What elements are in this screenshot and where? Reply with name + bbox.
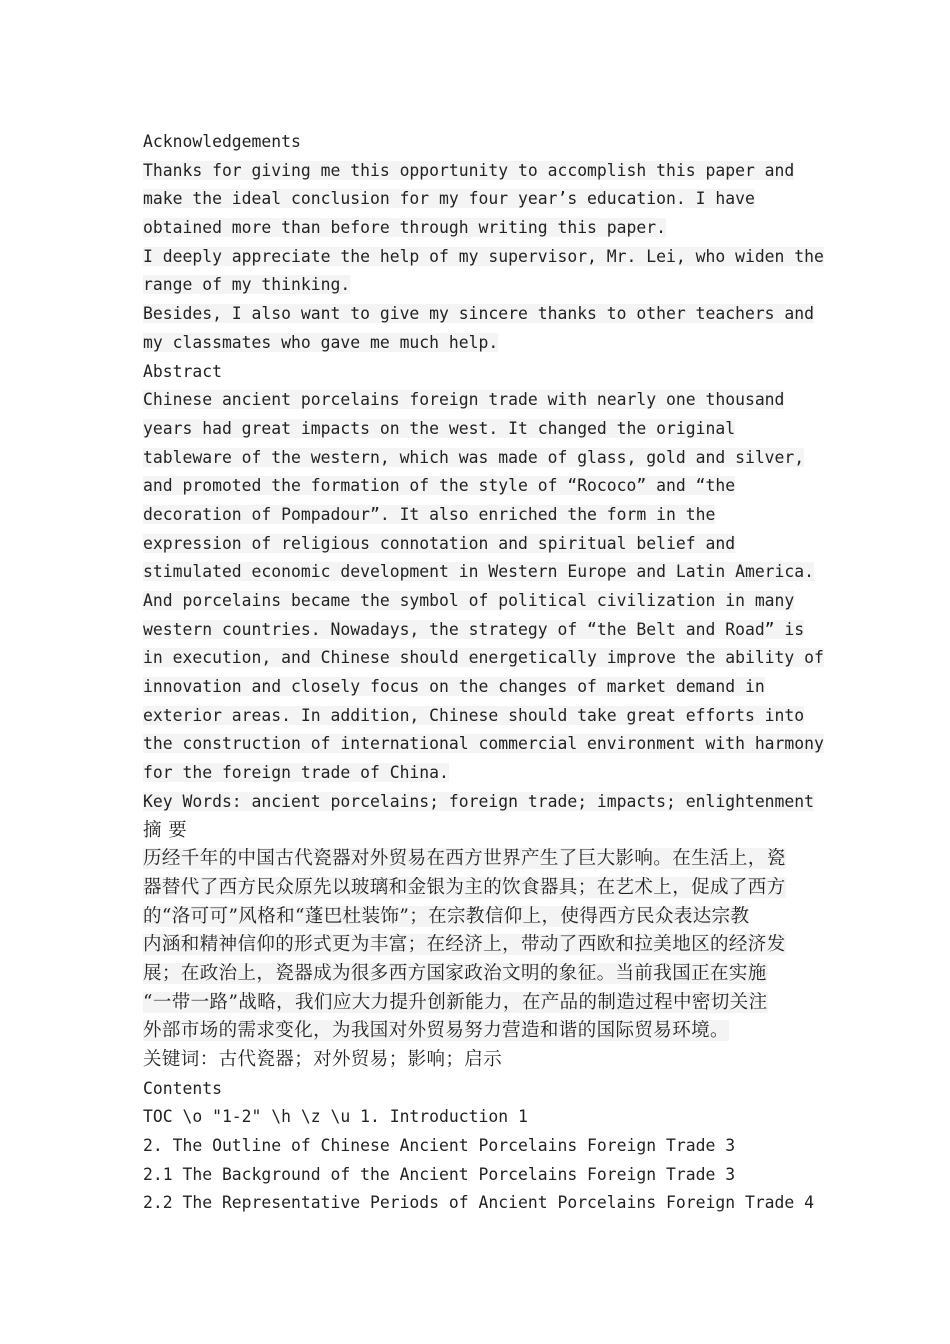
abstract-keywords: Key Words: ancient porcelains; foreign trade; impacts; enlightenment — [143, 791, 815, 811]
abstract-line: tableware of the western, which was made of glass, gold and silver, — [143, 447, 805, 467]
ack-line: I deeply appreciate the help of my supervisor, Mr. Lei, who widen the — [143, 246, 824, 266]
ack-line: range of my thinking. — [143, 275, 351, 295]
document-page — [143, 128, 823, 1218]
abstract-line: Chinese ancient porcelains foreign trade with nearly one thousand — [143, 390, 785, 410]
zhaiyao-keywords: 关键词：古代瓷器；对外贸易；影响；启示 — [143, 1049, 503, 1070]
toc-entry[interactable]: 2.1 The Background of the Ancient Porcelains Foreign Trade 3 — [143, 1164, 736, 1184]
zhaiyao-line: 器替代了西方民众原先以玻璃和金银为主的饮食器具；在艺术上，促成了西方 — [143, 876, 786, 898]
abstract-heading: Abstract — [143, 361, 222, 381]
abstract-line: the construction of international commercial environment with harmony — [143, 734, 824, 754]
abstract-line: in execution, and Chinese should energetically improve the ability of — [143, 648, 824, 668]
toc-entry[interactable]: 2. The Outline of Chinese Ancient Porcelains Foreign Trade 3 — [143, 1136, 736, 1156]
abstract-line: exterior areas. In addition, Chinese should take great efforts into — [143, 705, 805, 725]
ack-line: Thanks for giving me this opportunity to accomplish this paper and — [143, 160, 795, 180]
zhaiyao-line: “一带一路”战略，我们应大力提升创新能力，在产品的制造过程中密切关注 — [143, 991, 768, 1013]
zhaiyao-line: 历经千年的中国古代瓷器对外贸易在西方世界产生了巨大影响。在生活上，瓷 — [143, 848, 786, 870]
toc-entry[interactable]: TOC \o "1-2" \h \z \u 1. Introduction 1 — [143, 1107, 528, 1127]
abstract-line: expression of religious connotation and spiritual belief and — [143, 533, 736, 553]
abstract-line: years had great impacts on the west. It changed the original — [143, 418, 736, 438]
zhaiyao-heading: 摘 要 — [143, 819, 188, 841]
zhaiyao-line: 外部市场的需求变化，为我国对外贸易努力营造和谐的国际贸易环境。 — [143, 1020, 729, 1042]
abstract-line: and promoted the formation of the style of “Rococo” and “the — [143, 476, 736, 496]
contents-heading: Contents — [143, 1078, 222, 1098]
acknowledgements-heading: Acknowledgements — [143, 132, 301, 151]
abstract-line: And porcelains became the symbol of political civilization in many — [143, 591, 795, 610]
ack-line: obtained more than before through writing this paper. — [143, 218, 667, 238]
abstract-line: decoration of Pompadour”. It also enriched the form in the — [143, 504, 716, 524]
abstract-line: western countries. Nowadays, the strategy of “the Belt and Road” is — [143, 619, 805, 639]
zhaiyao-line: 内涵和精神信仰的形式更为丰富；在经济上，带动了西欧和拉美地区的经济发 — [143, 934, 786, 956]
zhaiyao-line: 的“洛可可”风格和“蓬巴杜装饰”；在宗教信仰上，使得西方民众表达宗教 — [143, 905, 750, 927]
ack-line: make the ideal conclusion for my four year’s education. I have — [143, 189, 755, 209]
zhaiyao-line: 展；在政治上，瓷器成为很多西方国家政治文明的象征。当前我国正在实施 — [143, 962, 767, 984]
abstract-line: for the foreign trade of China. — [143, 763, 449, 783]
ack-line: Besides, I also want to give my sincere thanks to other teachers and — [143, 304, 815, 324]
abstract-line: innovation and closely focus on the changes of market demand in — [143, 677, 765, 697]
abstract-line: stimulated economic development in Western Europe and Latin America. — [143, 562, 815, 582]
toc-entry[interactable]: 2.2 The Representative Periods of Ancient Porcelains Foreign Trade 4 — [143, 1193, 815, 1213]
ack-line: my classmates who gave me much help. — [143, 332, 499, 352]
